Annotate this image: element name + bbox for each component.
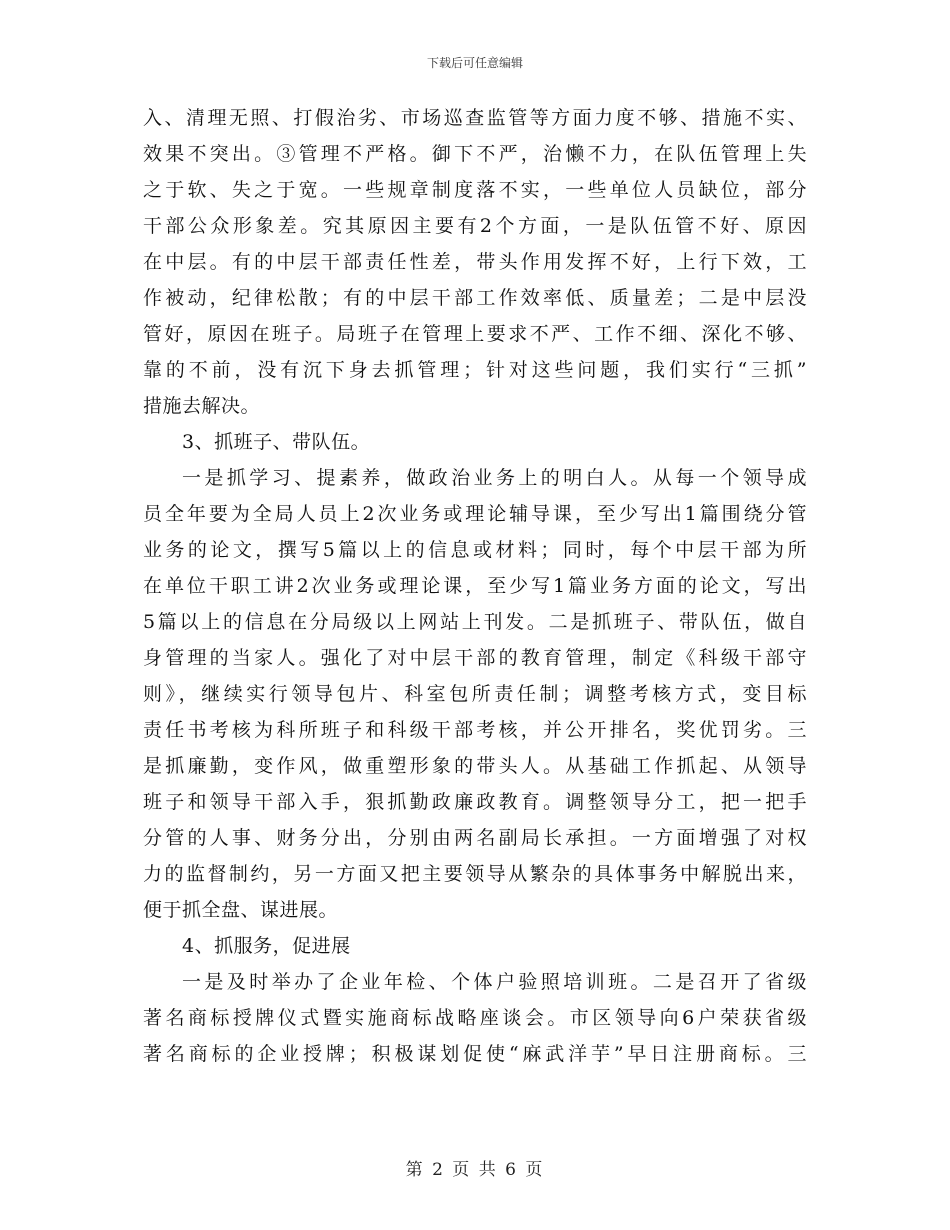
text-line: 身管理的当家人。强化了对中层干部的教育管理，制定《科级干部守 (143, 647, 807, 669)
text-line: 著名商标的企业授牌；积极谋划促使“麻武洋芋”早日注册商标。三 (143, 1043, 807, 1065)
text-line: 5篇以上的信息在分局级以上网站上刊发。二是抓班子、带队伍，做自 (143, 611, 807, 633)
text-line: 班子和领导干部入手，狠抓勤政廉政教育。调整领导分工，把一把手 (143, 791, 807, 813)
text-line: 管好，原因在班子。局班子在管理上要求不严、工作不细、深化不够、 (143, 323, 807, 345)
text-line: 一是及时举办了企业年检、个体户验照培训班。二是召开了省级 (182, 971, 807, 993)
text-line: 力的监督制约，另一方面又把主要领导从繁杂的具体事务中解脱出来， (143, 863, 807, 885)
section-heading: 3、抓班子、带队伍。 (182, 431, 371, 453)
section-heading: 4、抓服务，促进展 (182, 935, 351, 957)
text-line: 则》，继续实行领导包片、科室包所责任制；调整考核方式，变目标 (143, 683, 807, 705)
document-body (143, 100, 807, 1072)
text-line: 在中层。有的中层干部责任性差，带头作用发挥不好，上行下效，工 (143, 251, 807, 273)
text-line: 靠的不前，没有沉下身去抓管理；针对这些问题，我们实行“三抓” (143, 359, 807, 381)
text-line: 措施去解决。 (143, 395, 261, 417)
text-line: 干部公众形象差。究其原因主要有2个方面，一是队伍管不好、原因 (143, 215, 807, 237)
text-line: 著名商标授牌仪式暨实施商标战略座谈会。市区领导向6户荣获省级 (143, 1007, 807, 1029)
text-line: 便于抓全盘、谋进展。 (143, 899, 339, 921)
text-line: 效果不突出。③管理不严格。御下不严，治懒不力，在队伍管理上失 (143, 143, 807, 165)
text-line: 员全年要为全局人员上2次业务或理论辅导课，至少写出1篇围绕分管 (143, 503, 807, 525)
text-line: 之于软、失之于宽。一些规章制度落不实，一些单位人员缺位，部分 (143, 179, 807, 201)
text-line: 分管的人事、财务分出，分别由两名副局长承担。一方面增强了对权 (143, 827, 807, 849)
text-line: 责任书考核为科所班子和科级干部考核，并公开排名，奖优罚劣。三 (143, 719, 807, 741)
text-line: 入、清理无照、打假治劣、市场巡查监管等方面力度不够、措施不实、 (143, 107, 807, 129)
text-line: 在单位干职工讲2次业务或理论课，至少写1篇业务方面的论文，写出 (143, 575, 807, 597)
text-line: 是抓廉勤，变作风，做重塑形象的带头人。从基础工作抓起、从领导 (143, 755, 807, 777)
text-line: 一是抓学习、提素养，做政治业务上的明白人。从每一个领导成 (182, 467, 807, 489)
page-header: 下载后可任意编辑 (426, 56, 523, 70)
text-line: 业务的论文，撰写5篇以上的信息或材料；同时，每个中层干部为所 (143, 539, 807, 561)
text-line: 作被动，纪律松散；有的中层干部工作效率低、质量差；二是中层没 (143, 287, 807, 309)
page-number: 第 2 页 共 6 页 (405, 1160, 545, 1180)
